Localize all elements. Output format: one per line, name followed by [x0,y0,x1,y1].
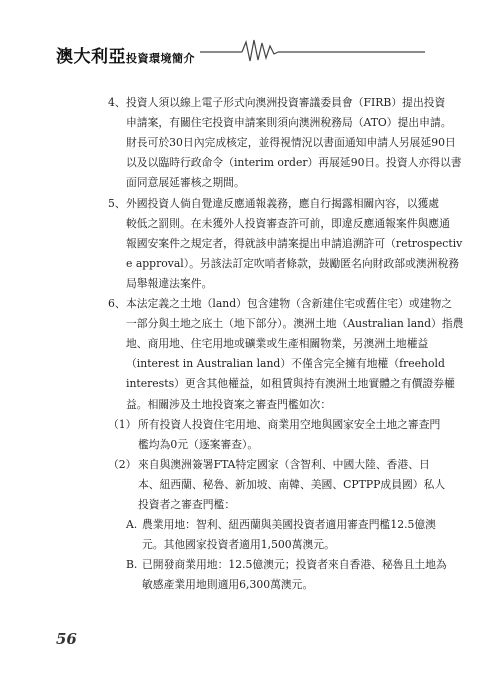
text-line: 外國投資人倘自覺違反應通報義務，應自行揭露相關內容，以獲處 [126,196,440,210]
text-line: 面同意展延審核之期間。 [126,176,245,190]
text-line: 來自與澳洲簽署FTA特定國家（含智利、中國大陸、香港、日 [138,457,430,471]
text-line: 一部分與土地之底土（地下部分）。澳洲土地（Australian land）指農 [126,317,464,331]
text-line: 本法定義之土地（land）包含建物（含新建住宅或舊住宅）或建物之 [126,297,453,310]
text-line: 元。其他國家投資者適用1,500萬澳元。 [142,538,335,552]
text-line: 已開發商業用地：12.5億澳元；投資者來自香港、秘魯且土地為 [142,558,447,572]
list-marker: 5、 [108,196,126,210]
text-line: 檻均為0元（逐案審查）。 [138,437,259,451]
list-marker: 4、 [108,96,126,109]
text-line: 申請案，有關住宅投資申請案則須向澳洲稅務局（ATO）提出申請。 [126,116,452,130]
text-line: 較低之罰則。在未獲外人投資審查許可前，即違反應通報案件與應通 [126,216,450,230]
text-line: 益。相關涉及土地投資案之審查門檻如次： [126,397,332,411]
text-line: 農業用地：智利、紐西蘭與美國投資者適用審查門檻12.5億澳 [142,518,436,532]
text-line: interests）更含其他權益，如租賃與持有澳洲土地實體之有價證券權 [126,377,455,391]
text-line: e approval）。另該法訂定吹哨者條款，鼓勵匿名向財政部或澳洲稅務 [126,256,460,270]
text-line: 以及以臨時行政命令（interim order）再展延90日。投資人亦得以書 [126,156,462,170]
text-line: 報國安案件之規定者，得就該申請案提出申請追溯許可（retrospectiv [126,236,463,250]
header-title-main: 澳大利亞 [56,47,126,67]
text-line: （interest in Australian land）不僅含完全擁有地權（freehold [126,357,445,371]
list-marker: （2） [108,457,137,471]
text-line: 投資人須以線上電子形式向澳洲投資審議委員會（FIRB）提出投資 [126,96,446,109]
list-marker: （1） [108,417,137,431]
text-line: 財長可於30日內完成核定，並得視情況以書面通知申請人另展延90日 [126,136,456,150]
text-line: 敏感產業用地則適用6,300萬澳元。 [142,578,314,592]
list-marker: B. [126,558,138,572]
text-line: 投資者之審查門檻： [138,498,236,511]
list-marker: 6、 [108,297,126,310]
text-line: 地、商用地、住宅用地或礦業或生產相關物業，另澳洲土地權益 [126,337,429,351]
page-number: 56 [56,630,77,648]
header-title-sub: 投資環境簡介 [126,52,195,65]
text-line: 所有投資人投資住宅用地、商業用空地與國家安全土地之審查門 [138,417,441,431]
text-line: 局舉報違法案件。 [126,276,213,290]
text-line: 本、紐西蘭、秘魯、新加坡、南韓、美國、CPTPP成員國）私人 [138,477,446,491]
list-marker: A. [126,518,138,532]
